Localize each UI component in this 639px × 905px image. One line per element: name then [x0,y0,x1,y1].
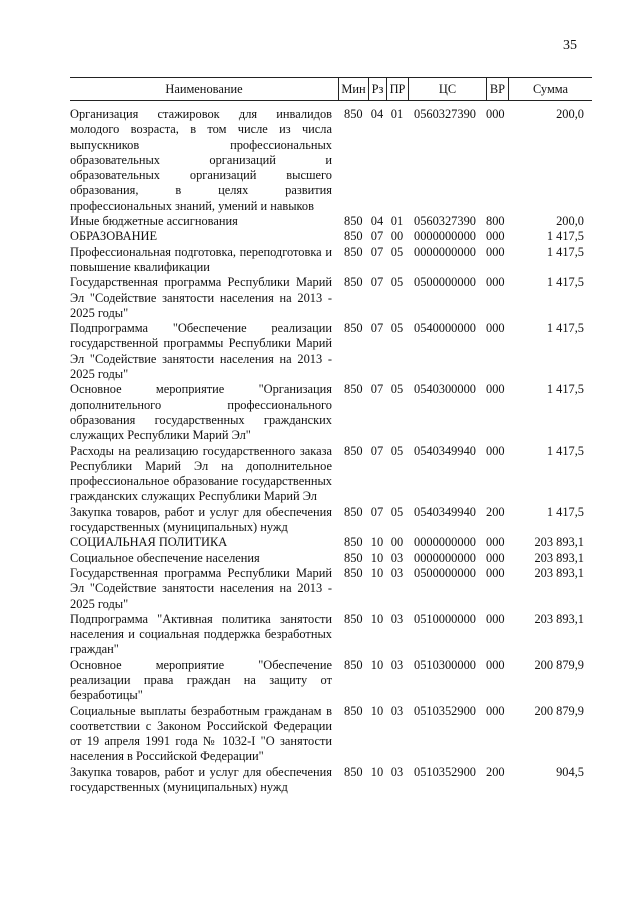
row-pr: 03 [390,657,404,672]
row-sum: 203 893,1 [534,611,584,626]
row-rz: 10 [370,657,384,672]
row-sum: 904,5 [556,764,584,779]
row-sum: 1 417,5 [546,443,584,458]
row-vr: 000 [486,550,505,565]
row-cs: 0510300000 [414,657,476,672]
row-sum: 200,0 [556,214,584,229]
row-cs: 0540349940 [414,504,476,519]
header-rz: Рз [368,78,386,100]
row-pr: 03 [390,611,404,626]
header-min: Мин [338,78,368,100]
row-pr: 05 [390,321,404,336]
row-min: 850 [344,611,363,626]
row-name: ОБРАЗОВАНИЕ [70,229,158,244]
table-row [70,229,592,244]
row-cs: 0510000000 [414,611,476,626]
row-vr: 000 [486,565,505,580]
row-rz: 10 [370,535,384,550]
table-row [70,658,592,704]
row-min: 850 [344,443,363,458]
row-cs: 0000000000 [414,244,476,259]
row-sum: 203 893,1 [534,565,584,580]
row-name: Профессиональная подготовка, переподготовка и повышение квалификации [70,244,332,274]
row-pr: 03 [390,550,404,565]
row-name: Социальные выплаты безработным гражданам в соответствии с Законом Российской Федерации от 19 апреля 1991 года № 1032-I "О занятости населения в Российской Федерации" [70,703,332,764]
row-name: Государственная программа Республики Марий Эл "Содействие занятости населения на 2013 - 2025 годы" [70,565,332,611]
row-rz: 04 [370,214,384,229]
table-row [70,214,592,229]
row-vr: 200 [486,764,505,779]
header-pr: ПР [386,78,408,100]
row-vr: 000 [486,107,505,121]
row-rz: 07 [370,244,384,259]
row-min: 850 [344,550,363,565]
row-pr: 00 [390,535,404,550]
row-vr: 000 [486,382,505,397]
row-rz: 10 [370,764,384,779]
row-vr: 000 [486,229,505,244]
row-rz: 10 [370,703,384,718]
row-min: 850 [344,382,363,397]
row-pr: 01 [390,214,404,229]
row-rz: 04 [370,107,384,121]
row-name: Расходы на реализацию государственного заказа Республики Марий Эл на дополнительное профессиональное образование государственных гражданских служащих Республики Марий Эл [70,443,332,504]
row-sum: 200 879,9 [534,703,584,718]
row-sum: 1 417,5 [546,275,584,290]
row-rz: 07 [370,229,384,244]
row-rz: 10 [370,550,384,565]
row-cs: 0500000000 [414,565,476,580]
row-min: 850 [344,504,363,519]
row-sum: 1 417,5 [546,244,584,259]
header-sum: Сумма [508,78,592,100]
row-cs: 0000000000 [414,550,476,565]
row-rz: 07 [370,443,384,458]
row-vr: 000 [486,443,505,458]
row-min: 850 [344,107,363,121]
row-cs: 0540300000 [414,382,476,397]
row-min: 850 [344,657,363,672]
row-name: Организация стажировок для инвалидов молодого возраста, в том числе из числа выпускников профессиональных образовательных организаций и образовательных организаций высшего образования, в целях развития профессиональных знаний, умений и навыков [70,107,332,213]
row-name: Подпрограмма "Обеспечение реализации государственной программы Республики Марий Эл "Содействие занятости населения на 2013 - 2025 годы" [70,321,332,382]
row-cs: 0510352900 [414,703,476,718]
row-cs: 0540349940 [414,443,476,458]
row-rz: 07 [370,321,384,336]
table-row [70,551,592,566]
row-vr: 200 [486,504,505,519]
row-min: 850 [344,565,363,580]
row-vr: 000 [486,611,505,626]
row-rz: 07 [370,382,384,397]
row-cs: 0560327390 [414,214,476,229]
row-min: 850 [344,229,363,244]
row-sum: 200,0 [556,107,584,121]
row-pr: 05 [390,275,404,290]
row-name: Основное мероприятие "Организация дополнительного профессионального образования государственных гражданских служащих Республики Марий Эл" [70,382,332,443]
row-vr: 800 [486,214,505,229]
row-cs: 0540000000 [414,321,476,336]
table-body [70,107,592,795]
header-cs: ЦС [408,78,486,100]
row-name: Иные бюджетные ассигнования [70,214,238,229]
header-name: Наименование [165,82,243,96]
table-header [70,77,592,101]
row-min: 850 [344,764,363,779]
table-row [70,275,592,321]
row-pr: 03 [390,764,404,779]
table-row [70,107,592,214]
row-name: Социальное обеспечение населения [70,550,260,565]
header-vr: ВР [486,78,508,100]
row-name: СОЦИАЛЬНАЯ ПОЛИТИКА [70,535,228,550]
row-cs: 0560327390 [414,107,476,121]
table-row [70,535,592,550]
row-min: 850 [344,321,363,336]
row-sum: 1 417,5 [546,229,584,244]
table-row [70,382,592,443]
row-cs: 0000000000 [414,535,476,550]
row-rz: 07 [370,275,384,290]
table-row [70,505,592,536]
row-min: 850 [344,244,363,259]
row-name: Закупка товаров, работ и услуг для обеспечения государственных (муниципальных) нужд [70,504,332,535]
table-row [70,321,592,382]
row-sum: 1 417,5 [546,321,584,336]
row-name: Государственная программа Республики Марий Эл "Содействие занятости населения на 2013 - 2025 годы" [70,275,332,320]
row-vr: 000 [486,321,505,336]
table-row [70,444,592,505]
row-name: Подпрограмма "Активная политика занятости населения и социальная поддержка безработных граждан" [70,611,332,657]
table-row [70,765,592,796]
row-rz: 10 [370,611,384,626]
row-rz: 07 [370,504,384,519]
row-pr: 03 [390,703,404,718]
row-vr: 000 [486,244,505,259]
row-min: 850 [344,535,363,550]
row-rz: 10 [370,565,384,580]
row-pr: 00 [390,229,404,244]
page-number: 35 [563,38,577,53]
row-vr: 000 [486,657,505,672]
row-sum: 1 417,5 [546,504,584,519]
row-pr: 05 [390,244,404,259]
row-name: Закупка товаров, работ и услуг для обеспечения государственных (муниципальных) нужд [70,764,332,795]
row-sum: 203 893,1 [534,535,584,550]
row-sum: 203 893,1 [534,550,584,565]
table-row [70,245,592,276]
row-min: 850 [344,275,363,290]
row-vr: 000 [486,275,505,290]
row-min: 850 [344,214,363,229]
row-cs: 0510352900 [414,764,476,779]
row-vr: 000 [486,703,505,718]
table-row [70,704,592,765]
table-row [70,566,592,612]
row-cs: 0000000000 [414,229,476,244]
row-pr: 01 [390,107,404,121]
row-pr: 05 [390,443,404,458]
row-cs: 0500000000 [414,275,476,290]
table-row [70,612,592,658]
row-sum: 1 417,5 [546,382,584,397]
row-pr: 05 [390,504,404,519]
row-name: Основное мероприятие "Обеспечение реализации права граждан на защиту от безработицы" [70,657,332,703]
budget-table [70,77,592,795]
row-pr: 03 [390,565,404,580]
row-pr: 05 [390,382,404,397]
row-min: 850 [344,703,363,718]
row-vr: 000 [486,535,505,550]
row-sum: 200 879,9 [534,657,584,672]
